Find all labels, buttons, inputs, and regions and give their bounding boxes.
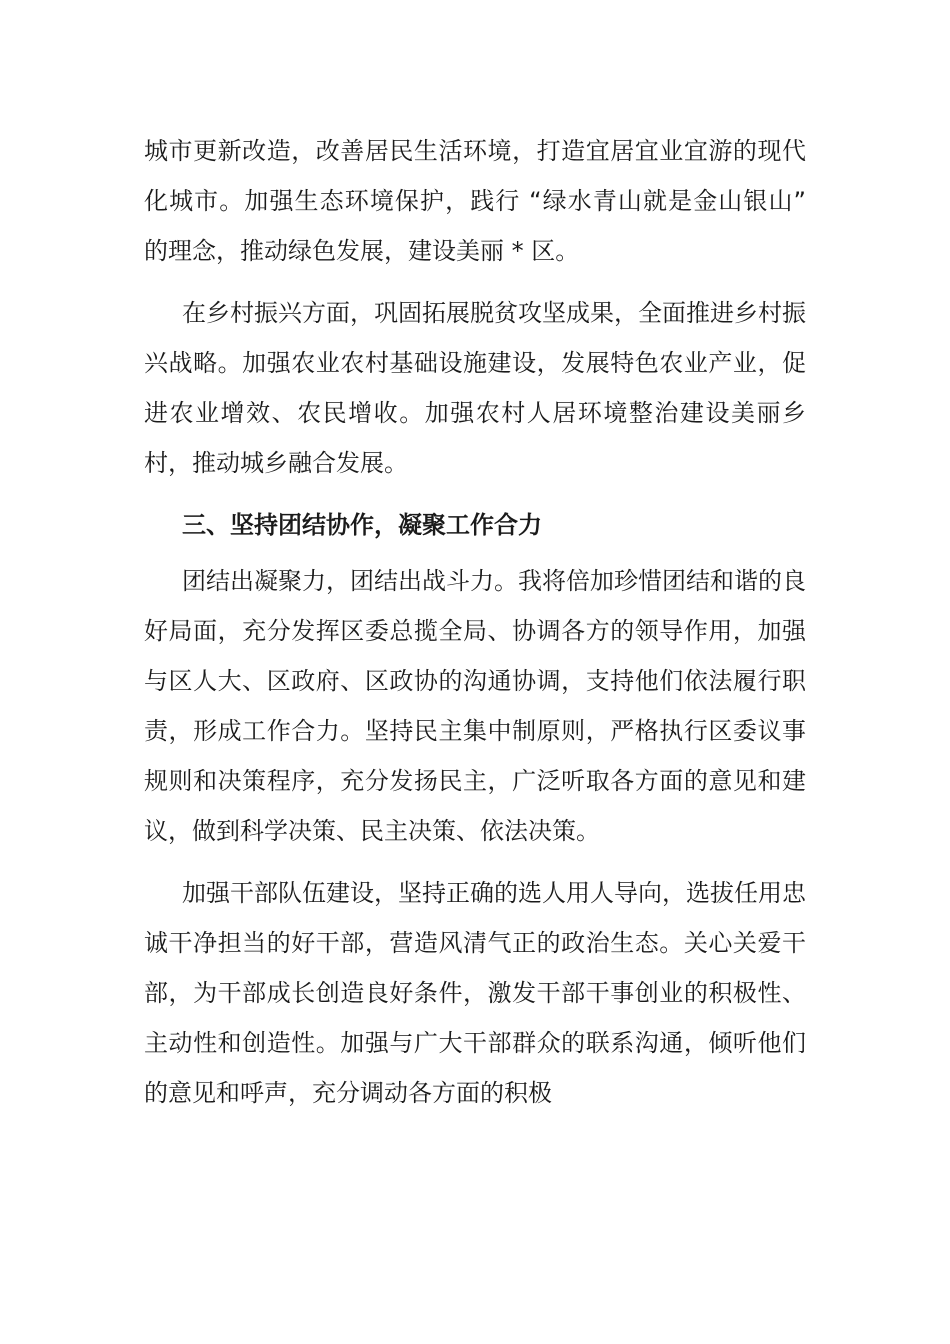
section-heading-unity: 三、坚持团结协作，凝聚工作合力	[182, 511, 542, 539]
paragraph-unity-cooperation: 团结出凝聚力，团结出战斗力。我将倍加珍惜团结和谐的良好局面，充分发挥区委总揽全局、协调各方的领导作用，加强与区人大、区政府、区政协的沟通协调，支持他们依法履行职责，形成工作合力。坚持民主集中制原则，严格执行区委议事规则和决策程序，充分发扬民主，广泛听取各方面的意见和建议，做到科学决策、民主决策、依法决策。	[144, 567, 806, 845]
paragraph-rural-revitalization: 在乡村振兴方面，巩固拓展脱贫攻坚成果，全面推进乡村振兴战略。加强农业农村基础设施建设，发展特色农业产业，促进农业增效、农民增收。加强农村人居环境整治建设美丽乡村，推动城乡融合发展。	[144, 299, 806, 477]
paragraph-urban-ecology: 城市更新改造，改善居民生活环境，打造宜居宜业宜游的现代化城市。加强生态环境保护，践行 “绿水青山就是金山银山” 的理念，推动绿色发展，建设美丽 * 区。	[144, 137, 806, 265]
paragraph-cadre-building: 加强干部队伍建设，坚持正确的选人用人导向，选拔任用忠诚干净担当的好干部，营造风清气正的政治生态。关心关爱干部，为干部成长创造良好条件，激发干部干事创业的积极性、主动性和创造性。加强与广大干部群众的联系沟通，倾听他们的意见和呼声，充分调动各方面的积极	[144, 879, 806, 1107]
document-body	[144, 126, 806, 1118]
